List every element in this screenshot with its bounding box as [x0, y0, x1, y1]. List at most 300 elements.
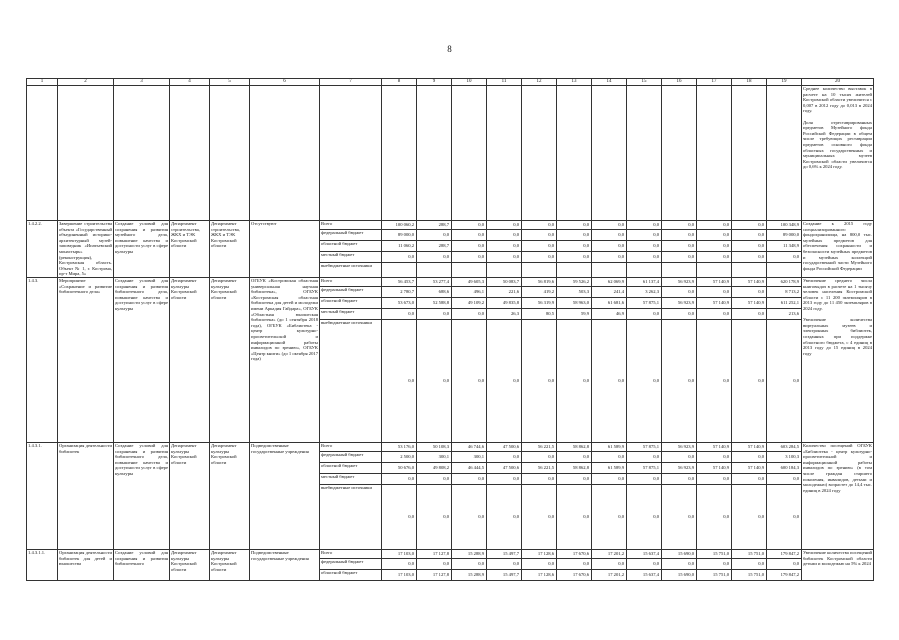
value-cell: 0,0 [662, 320, 697, 443]
value-cell: 600 184,3 [767, 463, 802, 474]
value-cell: 53 673,0 [382, 298, 417, 309]
value-cell: 15 497,7 [487, 570, 522, 581]
value-cell: 0,0 [732, 452, 767, 463]
value-cell: 0,0 [627, 252, 662, 263]
value-cell [697, 263, 732, 278]
value-cell: 0,0 [382, 474, 417, 485]
value-cell: 0,0 [417, 309, 452, 320]
value-cell: 0,0 [627, 230, 662, 241]
value-cell: 0,0 [452, 252, 487, 263]
value-cell: 3 262,3 [627, 287, 662, 298]
header-cell: 2 [58, 79, 114, 86]
value-cell: 56 923,9 [662, 298, 697, 309]
header-cell: 1 [27, 79, 58, 86]
header-cell: 8 [382, 79, 417, 86]
value-cell: 0,0 [662, 252, 697, 263]
funding-source: федеральный бюджет [320, 452, 382, 463]
row-customer: Департамент культуры Костромской области [170, 278, 210, 443]
value-cell: 0,0 [697, 559, 732, 570]
value-cell: 688,6 [417, 287, 452, 298]
header-cell: 5 [210, 79, 250, 86]
value-cell: 0,0 [522, 485, 557, 550]
row-goal: Создание условий для сохранения и развития библиотечного дела, повышение качества и доступности услуг в сфере культуры [114, 443, 170, 550]
empty-cell [522, 86, 557, 221]
value-cell: 0,0 [522, 221, 557, 230]
value-cell: 11 348,9 [767, 241, 802, 252]
empty-cell [114, 86, 170, 221]
funding-source: Всего [320, 221, 382, 230]
value-cell: 57 875,1 [627, 298, 662, 309]
value-cell [522, 263, 557, 278]
value-cell: 53 277,4 [417, 278, 452, 287]
value-cell: 17 103,0 [382, 570, 417, 581]
row-result: Увеличение среднего числа книговыдач в расчете на 1 тысячу человек населения Костромской области с 11 200 экземпляров в 2013 году до 11 450 экземпляров в 2024 году. Увеличение количества виртуальных музеев и электронных библиотек, созданных при поддержке областного бюджета, с 4 единиц в 2013 году до 15 единиц в 2024 году [802, 278, 874, 443]
empty-cell [452, 86, 487, 221]
value-cell: 80,5 [522, 309, 557, 320]
value-cell: 300,1 [417, 452, 452, 463]
value-cell: 179 847,2 [767, 570, 802, 581]
value-cell: 57 140,9 [732, 463, 767, 474]
row-participant: Подведомственные государственные учреждения [250, 550, 320, 581]
value-cell: 0,0 [732, 230, 767, 241]
value-cell: 0,0 [557, 452, 592, 463]
funding-source: областной бюджет [320, 298, 382, 309]
value-cell: 15 497,7 [487, 550, 522, 559]
value-cell: 59 526,2 [557, 278, 592, 287]
header-cell: 15 [627, 79, 662, 86]
row-goal: Создание условий для сохранения и развития библиотечного [114, 550, 170, 581]
value-cell [452, 263, 487, 278]
table-row [27, 443, 874, 452]
header-cell: 9 [417, 79, 452, 86]
row-name: Мероприятие «Сохранение и развитие библиотечного дела» [58, 278, 114, 443]
value-cell: 0,0 [382, 252, 417, 263]
value-cell: 0,0 [417, 485, 452, 550]
value-cell: 57 140,9 [697, 463, 732, 474]
value-cell: 57 140,9 [697, 278, 732, 287]
value-cell: 0,0 [627, 320, 662, 443]
value-cell: 15 751,0 [697, 570, 732, 581]
row-result: Увеличение количества посещений библиотек Костромской области детьми и молодежью на 5% к 2024 [802, 550, 874, 581]
header-cell: 3 [114, 79, 170, 86]
value-cell: 0,0 [697, 230, 732, 241]
value-cell: 11 060,2 [382, 241, 417, 252]
value-cell: 58 862,8 [557, 463, 592, 474]
value-cell: 56 923,9 [662, 278, 697, 287]
value-cell: 2 780,7 [382, 287, 417, 298]
value-cell: 15 288,9 [452, 550, 487, 559]
value-cell: 0,0 [557, 241, 592, 252]
value-cell: 0,0 [417, 320, 452, 443]
value-cell: 61 589,9 [592, 443, 627, 452]
value-cell: 61 137,4 [627, 278, 662, 287]
value-cell [557, 263, 592, 278]
value-cell [662, 263, 697, 278]
value-cell: 0,0 [767, 474, 802, 485]
value-cell: 0,0 [627, 474, 662, 485]
value-cell: 0,0 [417, 252, 452, 263]
row-customer: Департамент культуры Костромской области [170, 550, 210, 581]
value-cell: 8 713,2 [767, 287, 802, 298]
value-cell: 0,0 [697, 320, 732, 443]
value-cell: 15 690,0 [662, 570, 697, 581]
value-cell [767, 263, 802, 278]
value-cell: 0,0 [452, 221, 487, 230]
value-cell: 62 069,9 [592, 278, 627, 287]
value-cell: 0,0 [522, 474, 557, 485]
value-cell: 15 690,0 [662, 550, 697, 559]
value-cell: 0,0 [732, 252, 767, 263]
value-cell: 59,9 [557, 309, 592, 320]
value-cell: 50 676,0 [382, 463, 417, 474]
table-row [27, 550, 874, 559]
row-participant: Подведомственные государственные учреждения [250, 443, 320, 550]
value-cell: 56 923,9 [662, 463, 697, 474]
row-result: Количество посещений ОГБУК «Библиотека - центр культурно-просветительной и информационной работы инвалидов по зрению» (в том числе граждан старшего поколения, инвалидов, детьми и молодежью) возрастет до 14,4 тыс. единиц в 2024 году [802, 443, 874, 550]
value-cell: 0,0 [487, 485, 522, 550]
value-cell: 221,6 [487, 287, 522, 298]
value-cell: 0,0 [452, 485, 487, 550]
value-cell [417, 263, 452, 278]
value-cell: 0,0 [697, 474, 732, 485]
value-cell: 49 835,8 [487, 298, 522, 309]
value-cell: 56 319,9 [522, 298, 557, 309]
value-cell: 58 963,0 [557, 298, 592, 309]
value-cell: 0,0 [382, 309, 417, 320]
value-cell: 0,0 [557, 320, 592, 443]
value-cell: 0,0 [592, 485, 627, 550]
value-cell: 26,3 [487, 309, 522, 320]
value-cell: 0,0 [522, 230, 557, 241]
value-cell: 53 176,0 [382, 443, 417, 452]
row-name: Организация деятельности библиотек для детей и юношества [58, 550, 114, 581]
header-cell: 7 [320, 79, 382, 86]
empty-cell [697, 86, 732, 221]
value-cell: 15 637,4 [627, 570, 662, 581]
value-cell: 0,0 [417, 474, 452, 485]
value-cell: 47 500,6 [487, 443, 522, 452]
result-note: Среднее количество выставок в расчете на 10 тысяч жителей Костромской области увеличится с 0,007 в 2012 году до 0,013 в 2024 году. Доля отреставрированных предметов Музейного фонда Российской Федерации в общем числе требующих реставрации предметов основного фонда областных государственных и муниципальных музеев Костромской области увеличится до 0,6% к 2024 году. [802, 86, 874, 221]
value-cell [627, 263, 662, 278]
row-customer: Департамент культуры Костромской области [170, 443, 210, 550]
empty-cell [210, 86, 250, 221]
value-cell: 50 108,3 [417, 443, 452, 452]
empty-cell [767, 86, 802, 221]
value-cell: 0,0 [487, 230, 522, 241]
funding-source: Всего [320, 278, 382, 287]
empty-cell [592, 86, 627, 221]
value-cell: 0,0 [697, 452, 732, 463]
funding-source: областной бюджет [320, 241, 382, 252]
value-cell [382, 263, 417, 278]
value-cell: 496,1 [452, 287, 487, 298]
empty-cell [382, 86, 417, 221]
value-cell: 0,0 [452, 241, 487, 252]
value-cell: 0,0 [732, 241, 767, 252]
value-cell: 57 140,9 [697, 298, 732, 309]
value-cell: 15 751,0 [732, 550, 767, 559]
value-cell: 0,0 [522, 559, 557, 570]
value-cell: 0,0 [767, 559, 802, 570]
value-cell: 0,0 [697, 221, 732, 230]
value-cell: 56 221,5 [522, 443, 557, 452]
value-cell: 0,0 [592, 230, 627, 241]
header-cell: 4 [170, 79, 210, 86]
value-cell: 56 221,5 [522, 463, 557, 474]
header-cell: 16 [662, 79, 697, 86]
value-cell: 61 681,6 [592, 298, 627, 309]
row-name: Организация деятельности библиотек [58, 443, 114, 550]
empty-cell [27, 86, 58, 221]
value-cell: 0,0 [662, 485, 697, 550]
empty-cell [58, 86, 114, 221]
value-cell: 419,2 [522, 287, 557, 298]
value-cell: 0,0 [732, 474, 767, 485]
value-cell: 0,0 [382, 320, 417, 443]
row-goal: Создание условий для сохранения и развития библиотечного дела, повышение качества и доступности услуг в сфере культуры [114, 278, 170, 443]
value-cell: 0,0 [522, 452, 557, 463]
value-cell: 0,0 [452, 559, 487, 570]
value-cell: 0,0 [697, 485, 732, 550]
value-cell: 49 109,2 [452, 298, 487, 309]
empty-cell [487, 86, 522, 221]
row-code: 1.4.2.2. [27, 221, 58, 278]
header-row [27, 79, 874, 86]
funding-source: местный бюджет [320, 252, 382, 263]
value-cell: 0,0 [487, 241, 522, 252]
funding-source: Всего [320, 443, 382, 452]
value-cell: 100 348,9 [767, 221, 802, 230]
value-cell: 57 140,9 [697, 443, 732, 452]
value-cell: 17 128,6 [522, 570, 557, 581]
empty-cell [250, 86, 320, 221]
program-table [26, 78, 874, 581]
value-cell: 0,0 [522, 241, 557, 252]
value-cell: 17 670,6 [557, 550, 592, 559]
funding-source: внебюджетные источники [320, 320, 382, 443]
funding-source: внебюджетные источники [320, 485, 382, 550]
value-cell: 57 875,1 [627, 463, 662, 474]
value-cell: 57 140,9 [732, 298, 767, 309]
value-cell: 0,0 [592, 559, 627, 570]
header-cell: 13 [557, 79, 592, 86]
value-cell: 213,6 [767, 309, 802, 320]
value-cell: 0,0 [592, 474, 627, 485]
row-customer: Департамент строительства, ЖКХ и ТЭК Костромской области [170, 221, 210, 278]
value-cell: 56 819,6 [522, 278, 557, 287]
value-cell: 0,0 [767, 320, 802, 443]
header-cell: 20 [802, 79, 874, 86]
row-executor: Департамент культуры Костромской области [210, 550, 250, 581]
value-cell: 0,0 [697, 252, 732, 263]
row-participant: Отсутствуют [250, 221, 320, 278]
empty-cell [170, 86, 210, 221]
value-cell: 17 103,0 [382, 550, 417, 559]
value-cell: 0,0 [592, 320, 627, 443]
value-cell: 15 751,0 [732, 570, 767, 581]
value-cell: 0,0 [487, 559, 522, 570]
value-cell: 0,0 [662, 221, 697, 230]
value-cell: 0,0 [627, 559, 662, 570]
row-code: 1.4.3.1. [27, 443, 58, 550]
value-cell: 0,0 [732, 309, 767, 320]
value-cell: 0,0 [627, 452, 662, 463]
value-cell: 179 847,2 [767, 550, 802, 559]
value-cell: 0,0 [557, 559, 592, 570]
value-cell: 288,7 [417, 241, 452, 252]
value-cell: 0,0 [662, 230, 697, 241]
value-cell: 0,0 [522, 320, 557, 443]
row-code: 1.4.3. [27, 278, 58, 443]
value-cell: 0,0 [662, 474, 697, 485]
value-cell [487, 263, 522, 278]
value-cell: 0,0 [592, 452, 627, 463]
header-cell: 12 [522, 79, 557, 86]
empty-cell [662, 86, 697, 221]
value-cell: 15 288,9 [452, 570, 487, 581]
continuation-row [27, 86, 874, 221]
value-cell: 50 083,7 [487, 278, 522, 287]
empty-cell [417, 86, 452, 221]
value-cell: 288,7 [417, 221, 452, 230]
funding-source: федеральный бюджет [320, 230, 382, 241]
value-cell: 0,0 [522, 252, 557, 263]
value-cell: 0,0 [592, 252, 627, 263]
value-cell: 620 178,9 [767, 278, 802, 287]
value-cell: 52 588,8 [417, 298, 452, 309]
page-number: 8 [447, 44, 452, 54]
value-cell: 0,0 [732, 287, 767, 298]
header-cell: 10 [452, 79, 487, 86]
value-cell: 603 284,5 [767, 443, 802, 452]
value-cell: 300,1 [452, 452, 487, 463]
header-cell: 11 [487, 79, 522, 86]
value-cell: 0,0 [557, 252, 592, 263]
value-cell: 46,9 [592, 309, 627, 320]
table-row [27, 221, 874, 230]
header-cell: 17 [697, 79, 732, 86]
value-cell: 0,0 [732, 559, 767, 570]
row-result: Создание к 2015 году специализированного фондохранилища, на 800,0 тыс. музейных предметов для обеспечения сохранности и безопасности музейных предметов и музейных коллекций государственной части Музейного фонда Российской Федерации [802, 221, 874, 278]
value-cell: 57 140,9 [732, 443, 767, 452]
row-participant: ОГБУК «Костромская областная универсальная научная библиотека», ОГБУК «Костромская областная библиотека для детей и молодежи имени Аркадия Гайдара», ОГБУК «Областная юношеская библиотека» (до 1 сентября 2018 года), ОГБУК «Библиотека - центр культурно-просветительской и информационной работы инвалидов по зрению», ОГБУК «Центр книги» (до 1 октября 2017 года) [250, 278, 320, 443]
header-cell: 18 [732, 79, 767, 86]
value-cell: 0,0 [452, 474, 487, 485]
header-cell: 14 [592, 79, 627, 86]
value-cell: 17 670,6 [557, 570, 592, 581]
funding-source: Всего [320, 550, 382, 559]
funding-source: областной бюджет [320, 570, 382, 581]
value-cell: 0,0 [557, 485, 592, 550]
value-cell: 0,0 [627, 221, 662, 230]
empty-cell [320, 86, 382, 221]
value-cell: 0,0 [627, 241, 662, 252]
value-cell: 56 923,9 [662, 443, 697, 452]
row-code: 1.4.3.1.1. [27, 550, 58, 581]
row-executor: Департамент культуры Костромской области [210, 443, 250, 550]
value-cell: 0,0 [592, 221, 627, 230]
funding-source: федеральный бюджет [320, 559, 382, 570]
value-cell: 241,4 [592, 287, 627, 298]
value-cell: 56 453,7 [382, 278, 417, 287]
value-cell: 0,0 [452, 230, 487, 241]
value-cell: 0,0 [487, 474, 522, 485]
value-cell: 0,0 [592, 241, 627, 252]
value-cell [732, 263, 767, 278]
value-cell: 2 500,0 [382, 452, 417, 463]
value-cell: 0,0 [557, 230, 592, 241]
value-cell: 611 252,1 [767, 298, 802, 309]
funding-source: местный бюджет [320, 309, 382, 320]
value-cell: 58 862,8 [557, 443, 592, 452]
value-cell: 61 589,9 [592, 463, 627, 474]
row-name: Завершение строительства объекта «Государственный объединенный историко-архитектурный музей-заповедник «Ипатьевский монастырь» (реконструкция), Костромская область. Объект № 1, г. Кострома, пр-т Мира, 5» [59, 221, 112, 277]
table-row [27, 278, 874, 287]
value-cell: 0,0 [627, 309, 662, 320]
value-cell: 46 744,6 [452, 443, 487, 452]
header-cell: 19 [767, 79, 802, 86]
value-cell: 0,0 [662, 559, 697, 570]
value-cell: 0,0 [487, 252, 522, 263]
empty-cell [732, 86, 767, 221]
value-cell: 0,0 [732, 221, 767, 230]
value-cell: 0,0 [662, 241, 697, 252]
value-cell: 57 140,9 [732, 278, 767, 287]
value-cell: 0,0 [417, 559, 452, 570]
value-cell: 0,0 [487, 221, 522, 230]
row-goal: Создание условий для сохранения и развития музейного дела, повышение качества и доступности услуг в сфере культуры [114, 221, 170, 278]
value-cell: 0,0 [732, 320, 767, 443]
funding-source: местный бюджет [320, 474, 382, 485]
value-cell: 0,0 [557, 474, 592, 485]
value-cell: 0,0 [662, 309, 697, 320]
value-cell: 0,0 [697, 287, 732, 298]
value-cell: 0,0 [487, 320, 522, 443]
value-cell: 49 808,2 [417, 463, 452, 474]
value-cell: 46 444,5 [452, 463, 487, 474]
value-cell: 0,0 [487, 452, 522, 463]
value-cell: 15 637,4 [627, 550, 662, 559]
value-cell: 17 128,6 [522, 550, 557, 559]
value-cell: 15 751,0 [697, 550, 732, 559]
value-cell: 17 201,2 [592, 550, 627, 559]
empty-cell [627, 86, 662, 221]
value-cell: 0,0 [627, 485, 662, 550]
value-cell: 89 000,0 [382, 230, 417, 241]
value-cell: 0,0 [662, 452, 697, 463]
value-cell: 0,0 [452, 309, 487, 320]
value-cell: 0,0 [732, 485, 767, 550]
header-cell: 6 [250, 79, 320, 86]
value-cell: 57 875,1 [627, 443, 662, 452]
value-cell: 0,0 [697, 309, 732, 320]
value-cell: 17 127,8 [417, 550, 452, 559]
value-cell: 0,0 [662, 287, 697, 298]
value-cell: 47 500,6 [487, 463, 522, 474]
value-cell: 0,0 [697, 241, 732, 252]
value-cell: 0,0 [382, 559, 417, 570]
value-cell: 0,0 [767, 252, 802, 263]
value-cell: 17 201,2 [592, 570, 627, 581]
value-cell: 3 100,3 [767, 452, 802, 463]
value-cell: 503,3 [557, 287, 592, 298]
value-cell: 0,0 [417, 230, 452, 241]
value-cell: 100 060,2 [382, 221, 417, 230]
funding-source: внебюджетные источники [320, 263, 382, 278]
value-cell: 0,0 [452, 320, 487, 443]
funding-source: областной бюджет [320, 463, 382, 474]
value-cell: 17 127,8 [417, 570, 452, 581]
